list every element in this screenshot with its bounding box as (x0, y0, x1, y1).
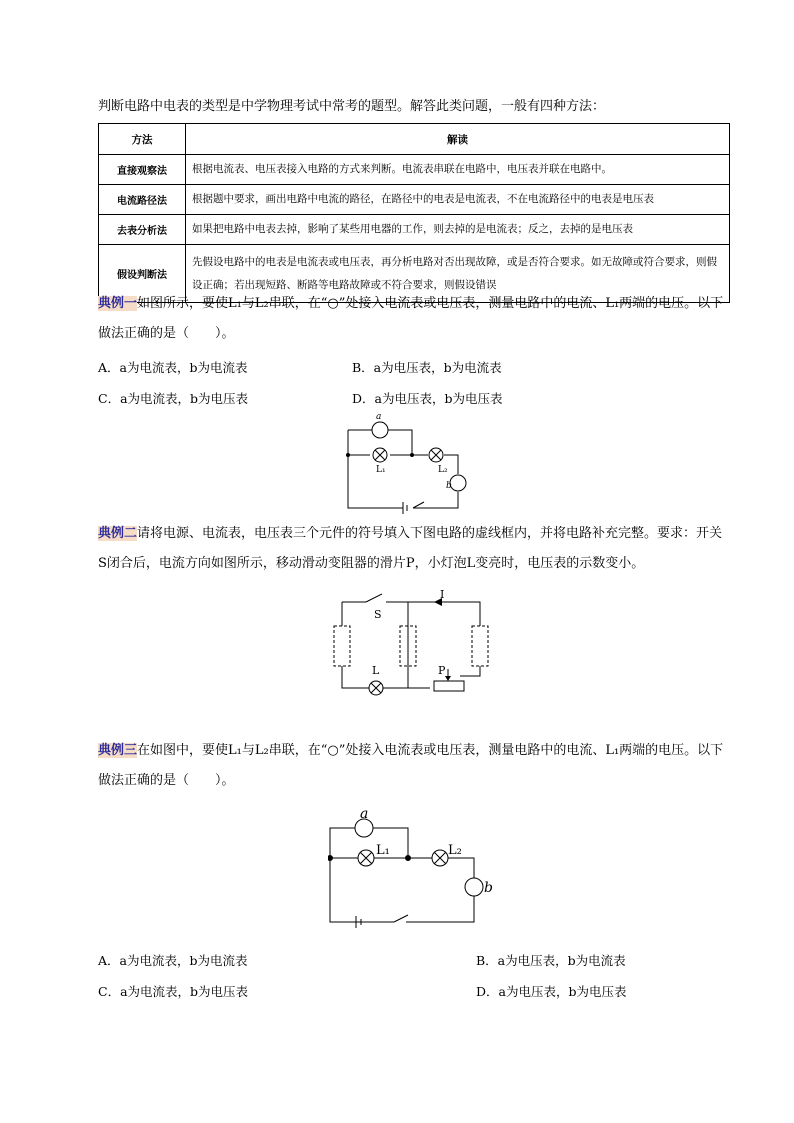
ex1-option-c[interactable]: C．a为电流表，b为电压表 (98, 391, 249, 406)
ex1-option-d[interactable]: D．a为电压表，b为电压表 (352, 391, 503, 406)
label-a: a (360, 810, 369, 822)
table-header-row (99, 124, 730, 155)
example1-tag: 典例一 (98, 296, 138, 311)
example1-text: 如图所示，要使L₁与L₂串联，在“○”处接入电流表或电压表，测量电路中的电流、L₁两端的电压。以下做法正确的是（ ）。 (98, 296, 724, 341)
label-l1: L₁ (376, 843, 390, 858)
lamp-l1-icon (373, 448, 387, 462)
ex1-option-b[interactable]: B．a为电压表，b为电流表 (352, 360, 502, 375)
label-p: P (438, 664, 446, 677)
table-row (99, 185, 730, 215)
example1-question (98, 289, 730, 349)
lamp-l2-icon (432, 850, 448, 866)
ex3-option-c[interactable]: C．a为电流表，b为电压表 (98, 984, 249, 999)
ex3-option-d[interactable]: D．a为电压表，b为电压表 (476, 984, 627, 999)
circuit-diagram-1 (340, 410, 480, 515)
desc-cell: 先假设电路中的电表是电流表或电压表，再分析电路对否出现故障，或是否符合要求。如无故障或符合要求，则假设正确；若出现短路、断路等电路故障或不符合要求，则假设错误 (186, 245, 730, 303)
label-l2: L₂ (438, 465, 448, 475)
lamp-l1-icon (358, 850, 374, 866)
example2-question (98, 519, 730, 579)
method-cell: 直接观察法 (99, 155, 186, 185)
lamp-l2-icon (429, 448, 443, 462)
ex3-option-a[interactable]: A．a为电流表，b为电流表 (98, 953, 248, 968)
label-l1: L₁ (376, 465, 386, 475)
example3-question (98, 736, 730, 796)
meter-b (465, 878, 483, 896)
label-l: L (372, 664, 380, 677)
ex1-option-a[interactable]: A．a为电流表，b为电流表 (98, 360, 248, 375)
meter-a (372, 422, 388, 438)
desc-cell: 根据电流表、电压表接入电路的方式来判断。电流表串联在电路中，电压表并联在电路中。 (186, 155, 730, 185)
desc-cell: 根据题中要求，画出电路中电流的路径，在路径中的电表是电流表，不在电流路径中的电表是电压表 (186, 185, 730, 215)
circuit-diagram-3 (328, 810, 498, 932)
example3-text: 在如图中，要使L₁与L₂串联，在“○”处接入电流表或电压表，测量电路中的电流、L₁两端的电压。以下做法正确的是（ ）。 (98, 743, 724, 788)
methods-table (98, 123, 730, 303)
header-method: 方法 (99, 124, 186, 155)
example3-tag: 典例三 (98, 743, 138, 758)
label-s: S (374, 608, 382, 621)
method-cell: 电流路径法 (99, 185, 186, 215)
example2-tag: 典例二 (98, 526, 138, 541)
label-b: b (484, 880, 493, 896)
desc-cell: 如果把电路中电表去掉，影响了某些用电器的工作，则去掉的是电流表；反之，去掉的是电压表 (186, 215, 730, 245)
meter-b (450, 475, 466, 491)
label-l2: L₂ (448, 843, 462, 858)
header-desc: 解读 (186, 124, 730, 155)
table-row (99, 155, 730, 185)
lamp-l-icon (369, 681, 383, 695)
label-b: b (446, 481, 452, 491)
intro-text: 判断电路中电表的类型是中学物理考试中常考的题型。解答此类问题，一般有四种方法： (98, 99, 606, 114)
table-row (99, 215, 730, 245)
ex3-option-b[interactable]: B．a为电压表，b为电流表 (476, 953, 626, 968)
label-i: I (440, 588, 445, 601)
method-cell: 假设判断法 (99, 245, 186, 303)
circuit-diagram-2 (330, 588, 494, 700)
method-cell: 去表分析法 (99, 215, 186, 245)
label-a: a (376, 412, 382, 422)
example2-text: 请将电源、电流表，电压表三个元件的符号填入下图电路的虚线框内，并将电路补充完整。要求：开关S闭合后，电流方向如图所示，移动滑动变阻器的滑片P，小灯泡L变亮时，电压表的示数变小。 (98, 526, 723, 571)
rheostat-icon (434, 681, 464, 691)
